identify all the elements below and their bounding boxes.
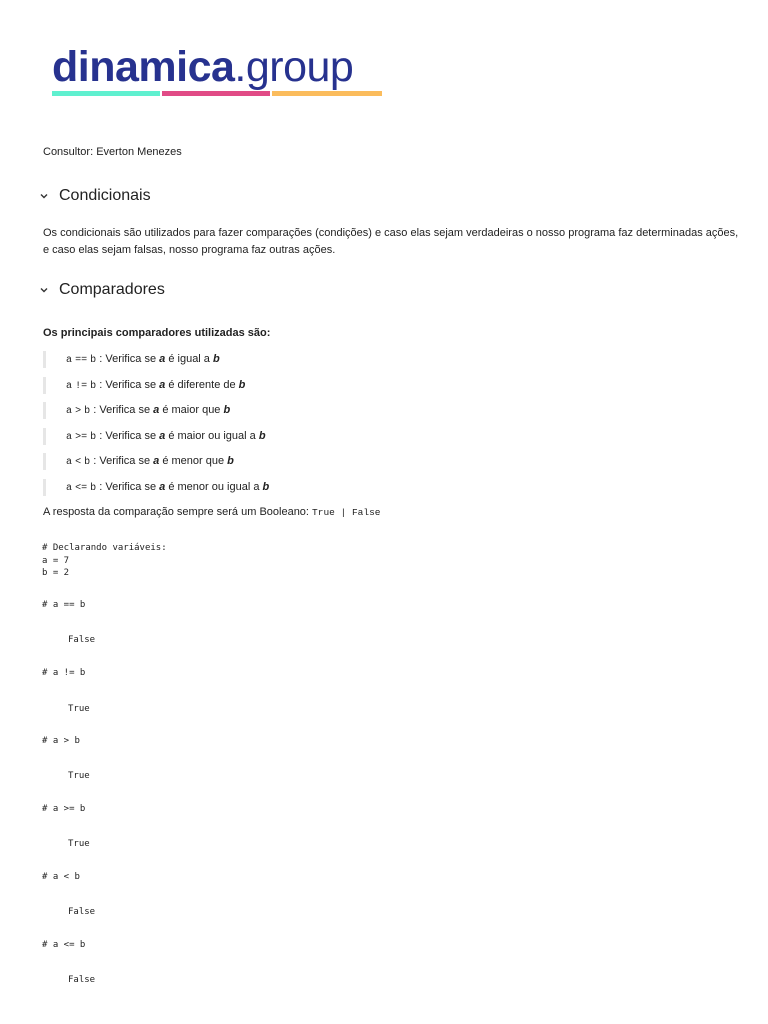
code-op: < xyxy=(75,457,82,468)
code-output: True xyxy=(68,839,90,849)
code-a: a xyxy=(66,406,73,417)
logo-bar-pink xyxy=(162,91,270,96)
code-b: b xyxy=(90,432,97,443)
section-title: Condicionais xyxy=(59,187,151,204)
code-output: True xyxy=(68,771,90,781)
code-a: a xyxy=(66,483,73,494)
answer-text: A resposta da comparação sempre será um Booleano: xyxy=(43,506,313,518)
var-a: a xyxy=(153,455,160,467)
chevron-down-icon xyxy=(40,192,48,200)
logo-main: dinamica xyxy=(52,43,235,91)
true-label: True xyxy=(312,507,335,518)
relation: é diferente de xyxy=(165,379,239,391)
code-declaration: # Declarando variáveis: a = 7 b = 2 xyxy=(42,543,167,578)
var-a: a xyxy=(159,481,166,493)
logo-text xyxy=(52,44,382,90)
code-a: a xyxy=(66,355,73,366)
var-b: b xyxy=(262,481,270,493)
separator: | xyxy=(334,507,352,518)
code-comment: # a != b xyxy=(42,668,86,678)
comparator-item xyxy=(43,402,230,419)
false-label: False xyxy=(351,507,381,518)
code-b: b xyxy=(90,483,97,494)
intro-paragraph: Os condicionais são utilizados para fazer comparações (condições) e caso elas sejam verdadeiras o nosso programa faz determinadas ações, e caso elas sejam falsas, nosso programa faz outras ações. xyxy=(43,227,739,256)
comparators-heading: Os principais comparadores utilizadas são: xyxy=(43,327,271,339)
code-a: a xyxy=(66,432,73,443)
logo-suffix: .group xyxy=(234,43,354,91)
comparator-item xyxy=(43,377,245,394)
desc: : Verifica se xyxy=(96,481,160,493)
code-op: == xyxy=(75,355,88,366)
var-b: b xyxy=(227,455,234,467)
relation: é igual a xyxy=(165,353,213,365)
section-title: Comparadores xyxy=(59,281,165,298)
code-b: b xyxy=(84,406,91,417)
code-op: != xyxy=(75,381,88,392)
code-op: >= xyxy=(75,432,88,443)
code-output: False xyxy=(68,907,96,917)
code-a: a xyxy=(66,457,73,468)
code-comment: # a > b xyxy=(42,736,80,746)
var-b: b xyxy=(223,404,231,416)
logo xyxy=(52,44,382,100)
comparator-item xyxy=(43,351,220,368)
desc: : Verifica se xyxy=(96,430,160,442)
var-b: b xyxy=(212,353,220,365)
code-output: False xyxy=(68,975,96,985)
var-a: a xyxy=(159,430,166,442)
code-comment: # a <= b xyxy=(42,940,86,950)
desc: : Verifica se xyxy=(96,379,160,391)
boolean-answer xyxy=(43,506,380,518)
code-b: b xyxy=(84,457,91,468)
code-output: False xyxy=(68,635,96,645)
relation: é menor que xyxy=(159,455,228,467)
code-op: > xyxy=(75,406,82,417)
code-comment: # a < b xyxy=(42,872,80,882)
var-b: b xyxy=(258,430,266,442)
logo-bar-teal xyxy=(52,91,160,96)
comparator-item xyxy=(43,453,234,470)
code-comment: # a >= b xyxy=(42,804,86,814)
var-a: a xyxy=(159,353,166,365)
desc: : Verifica se xyxy=(96,353,160,365)
var-b: b xyxy=(238,379,246,391)
var-a: a xyxy=(159,379,166,391)
chevron-down-icon xyxy=(40,286,48,294)
section-comparadores[interactable] xyxy=(40,281,165,299)
section-condicionais[interactable] xyxy=(40,187,151,205)
desc: : Verifica se xyxy=(90,455,154,467)
code-output: True xyxy=(68,704,90,714)
comparator-item xyxy=(43,479,269,496)
relation: é maior que xyxy=(159,404,224,416)
logo-bar-orange xyxy=(272,91,382,96)
desc: : Verifica se xyxy=(90,404,154,416)
code-a: a xyxy=(66,381,73,392)
comparator-item xyxy=(43,428,266,445)
relation: é menor ou igual a xyxy=(165,481,263,493)
code-comment: # a == b xyxy=(42,600,86,610)
consultant-text: Consultor: Everton Menezes xyxy=(43,146,182,158)
code-op: <= xyxy=(75,483,88,494)
relation: é maior ou igual a xyxy=(165,430,259,442)
code-b: b xyxy=(90,381,97,392)
code-b: b xyxy=(90,355,97,366)
var-a: a xyxy=(153,404,160,416)
